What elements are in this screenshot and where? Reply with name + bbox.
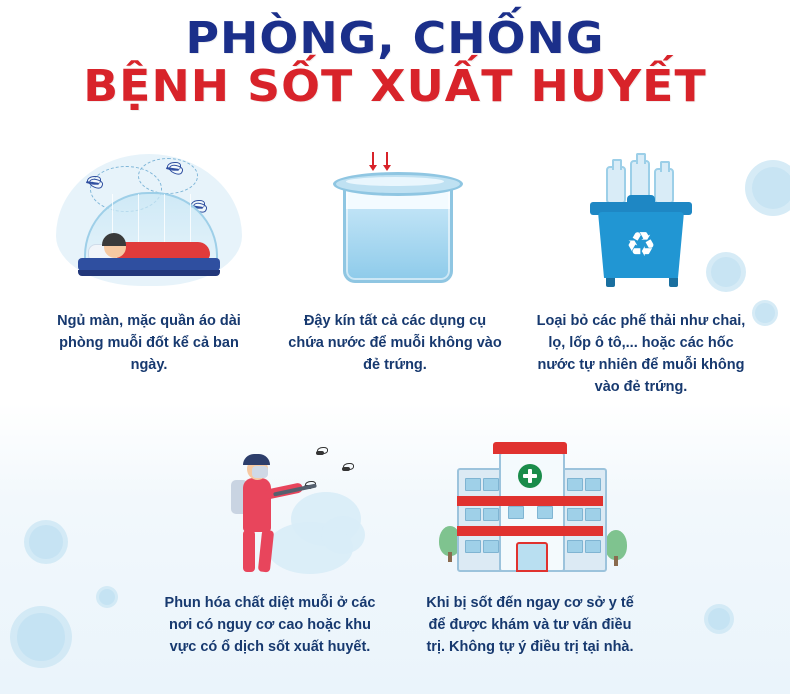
tree-icon [605, 530, 627, 560]
pesticide-sprayer-icon [155, 430, 385, 580]
step-caption: Đậy kín tất cả các dụng cụ chứa nước để muỗi không vào đẻ trứng. [288, 313, 502, 374]
poster-title [0, 13, 790, 113]
mosquito-icon [339, 464, 353, 473]
steps-row-bottom [120, 430, 680, 658]
bottle-icon [654, 168, 674, 204]
bottle-icon [606, 166, 626, 204]
virus-decoration-icon [10, 606, 72, 668]
step-bednet [34, 148, 264, 398]
mosquito-icon [82, 176, 102, 188]
virus-decoration-icon [96, 586, 118, 608]
virus-decoration-icon [24, 520, 68, 564]
step-spray [155, 430, 385, 658]
step-caption: Ngủ màn, mặc quần áo dài phòng muỗi đốt kể cả ban ngày. [57, 313, 241, 374]
arrow-down-icon [372, 152, 374, 166]
recycle-bin-icon [526, 148, 756, 298]
title-line-primary: PHÒNG, CHỐNG [185, 13, 605, 64]
step-caption: Phun hóa chất diệt muỗi ở các nơi có nguy cơ cao hoặc khu vực có ổ dịch sốt xuất huyết. [164, 595, 376, 656]
covered-water-container-icon [280, 148, 510, 298]
title-line-secondary: BỆNH SỐT XUẤT HUYẾT [83, 61, 707, 113]
arrow-down-icon [386, 152, 388, 166]
steps-row-top [40, 148, 750, 398]
virus-decoration-icon [704, 604, 734, 634]
bednet-icon [34, 148, 264, 298]
mosquito-icon [313, 448, 327, 457]
step-cover-water [280, 148, 510, 398]
step-hospital [415, 430, 645, 658]
step-caption: Loại bỏ các phế thải như chai, lọ, lốp ô tô,... hoặc các hốc nước tự nhiên để muỗi không vào đẻ trứng. [536, 313, 746, 396]
mosquito-icon [162, 162, 182, 174]
medical-cross-icon [518, 464, 542, 488]
hospital-icon [415, 430, 645, 580]
recycle-symbol-icon: ♻ [625, 226, 657, 264]
step-remove-waste [526, 148, 756, 398]
step-caption: Khi bị sốt đến ngay cơ sở y tế để được khám và tư vấn điều trị. Không tự ý điều trị tại nhà. [426, 595, 634, 656]
